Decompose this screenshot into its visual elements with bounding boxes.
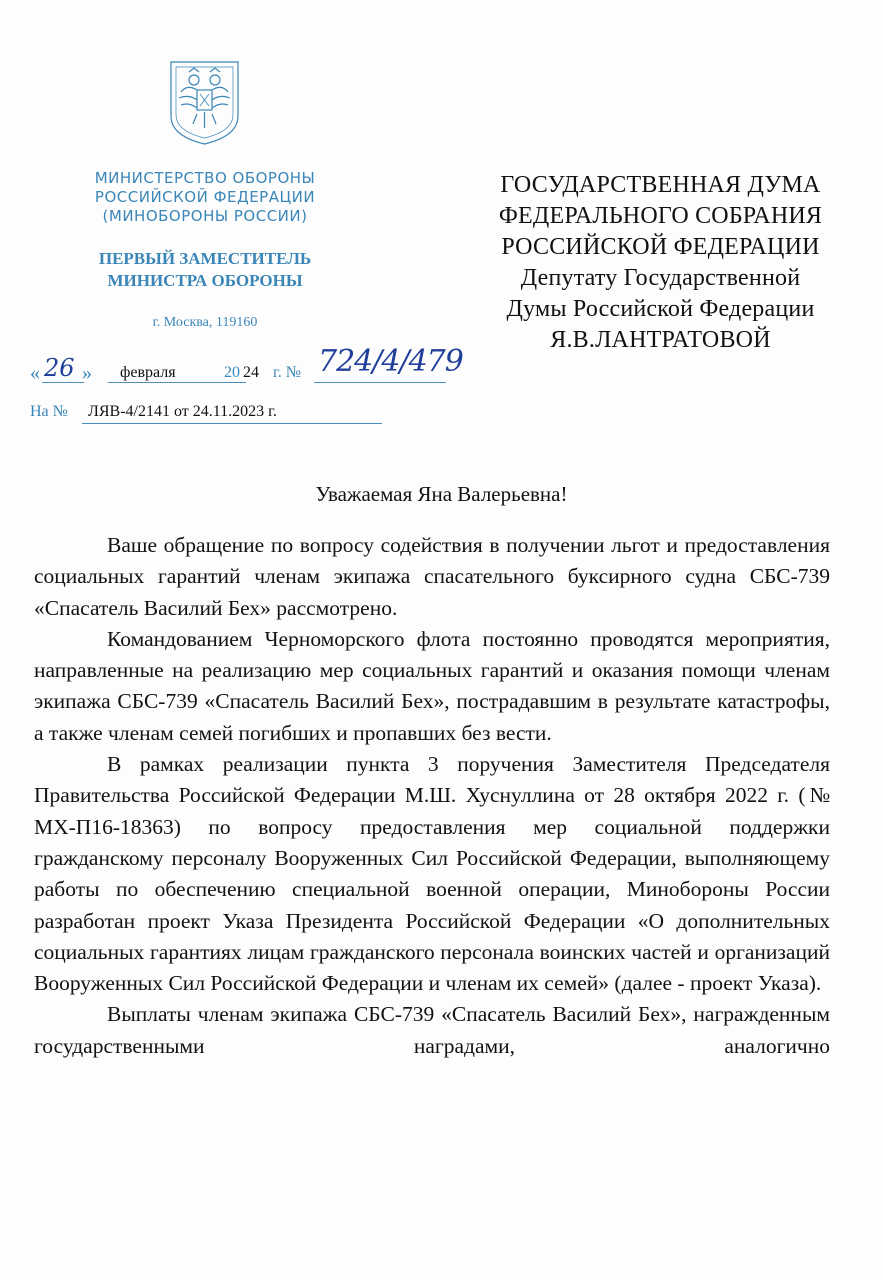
- recipient-line-1: ГОСУДАРСТВЕННАЯ ДУМА: [500, 172, 821, 198]
- ministry-name-line-1: МИНИСТЕРСТВО ОБОРОНЫ: [94, 169, 316, 187]
- recipient-line-5: Думы Российской Федерации: [506, 296, 815, 322]
- paragraph-4: Выплаты членам экипажа СБС-739 «Спасатель Василий Бех», награжденным государственными наградами, аналогично: [34, 1002, 830, 1058]
- ministry-name-line-2: РОССИЙСКОЙ ФЕДЕРАЦИИ: [94, 188, 316, 206]
- recipient-line-3: РОССИЙСКОЙ ФЕДЕРАЦИИ: [501, 234, 820, 260]
- document-number-handwritten: 724/4/479: [318, 344, 463, 379]
- coat-of-arms-icon: [167, 58, 242, 146]
- paragraph-2: Командованием Черноморского флота постоянно проводятся мероприятия, направленные на реализацию мер социальных гарантий и оказания помощи членам экипажа СБС-739 «Спасатель Василий Бех», пострадавшим в результате катастрофы, а также членам семей погибших и пропавших без вести.: [34, 626, 830, 745]
- reference-value: ЛЯВ-4/2141 от 24.11.2023 г.: [88, 403, 277, 420]
- ministry-name-line-3: (МИНОБОРОНЫ РОССИИ): [102, 207, 308, 225]
- date-year-prefix: 20: [224, 364, 240, 381]
- recipient-name: Я.В.ЛАНТРАТОВОЙ: [550, 327, 771, 353]
- paragraph-3: В рамках реализации пункта 3 поручения Заместителя Председателя Правительства Российской Федерации М.Ш. Хуснуллина от 28 октября 2022 г. (№ МХ-П16-18363) по вопросу предоставления мер социальной поддержки гражданскому персоналу Вооруженных Сил Российской Федерации, выполняющему работы по обеспечению специальной военной операции, Минобороны России разработан проект Указа Президента Российской Федерации «О дополнительных социальных гарантиях лицам гражданского персонала воинских частей и организаций Вооруженных Сил Российской Федерации и членам их семей» (далее - проект Указа).: [34, 752, 830, 996]
- date-month: февраля: [120, 364, 176, 381]
- sender-position-line-2: МИНИСТРА ОБОРОНЫ: [107, 271, 303, 290]
- date-open-quote: «: [30, 362, 40, 384]
- salutation: Уважаемая Яна Валерьевна!: [315, 482, 568, 506]
- recipient-line-2: ФЕДЕРАЛЬНОГО СОБРАНИЯ: [498, 203, 823, 229]
- recipient-line-4: Депутату Государственной: [520, 265, 801, 291]
- letter-body: [34, 530, 830, 1062]
- date-year-suffix: 24: [243, 364, 259, 381]
- sender-position-line-1: ПЕРВЫЙ ЗАМЕСТИТЕЛЬ: [98, 249, 312, 268]
- reference-underline: [82, 423, 382, 424]
- reference-label: На №: [30, 403, 68, 420]
- paragraph-1: Ваше обращение по вопросу содействия в получении льгот и предоставления социальных гарантий членам экипажа спасательного буксирного судна СБС-739 «Спасатель Василий Бех» рассмотрено.: [34, 533, 830, 620]
- day-underline: [42, 382, 84, 383]
- sender-address: г. Москва, 119160: [152, 315, 258, 330]
- date-close-quote: »: [82, 362, 92, 384]
- number-underline: [314, 382, 446, 383]
- date-number-label: г. №: [273, 364, 302, 381]
- month-underline: [108, 382, 246, 383]
- date-day-handwritten: 26: [44, 354, 75, 382]
